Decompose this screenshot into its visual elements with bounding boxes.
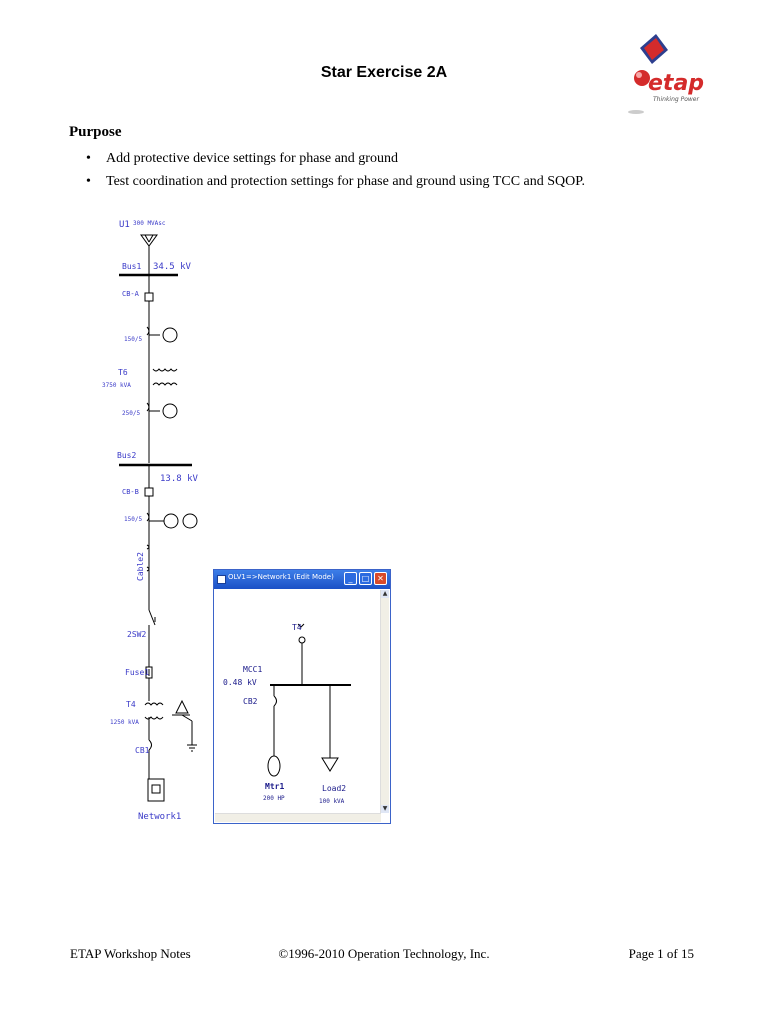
- maximize-button[interactable]: □: [359, 572, 372, 585]
- close-button[interactable]: ✕: [374, 572, 387, 585]
- utility-rating: 300 MVAsc: [133, 220, 166, 227]
- t4-label: T4: [126, 700, 136, 709]
- purpose-bullet: • Test coordination and protection settings for phase and ground using TCC and SQOP.: [86, 173, 585, 196]
- window-title: OLV1=>Network1 (Edit Mode): [228, 573, 334, 581]
- window-canvas[interactable]: [215, 590, 382, 815]
- footer-left: ETAP Workshop Notes: [70, 946, 191, 961]
- ct3-label: 150/5: [124, 516, 143, 523]
- bus1-label: Bus1: [122, 262, 142, 271]
- load-symbol: [322, 758, 338, 771]
- network-symbol: [148, 779, 164, 801]
- cb-a-label: CB-A: [122, 290, 139, 298]
- window-icon: [217, 575, 226, 584]
- win-t4-label: T4: [292, 623, 302, 632]
- cb-b-label: CB-B: [122, 488, 139, 496]
- ct2-label: 250/5: [122, 410, 141, 417]
- t4-symbol: [145, 717, 163, 719]
- network-label: Network1: [138, 812, 182, 822]
- fuse-label: Fuse1: [125, 668, 150, 677]
- scroll-up-arrow[interactable]: ▲: [382, 590, 388, 597]
- relay1-symbol: [163, 328, 177, 342]
- mcc1-label: MCC1: [243, 665, 263, 674]
- network-window[interactable]: [213, 569, 391, 824]
- motor-symbol: [268, 756, 280, 776]
- bus1-voltage: 34.5 kV: [153, 262, 191, 272]
- t4-rating: 1250 kVA: [110, 719, 139, 726]
- page-number: Page 1 of 15: [628, 946, 694, 961]
- t6-rating: 3750 kVA: [102, 382, 131, 389]
- cb1-label: CB1: [135, 746, 150, 755]
- mcc1-voltage: 0.48 kV: [223, 678, 257, 687]
- cb-b-symbol: [145, 488, 153, 496]
- t4-node: [299, 637, 305, 643]
- cb2-label: CB2: [243, 697, 258, 706]
- t6-symbol: [153, 383, 177, 385]
- logo-wordmark: etap: [648, 71, 705, 96]
- window-titlebar[interactable]: [214, 570, 390, 589]
- load-rating: 100 kVA: [319, 798, 345, 805]
- vertical-scrollbar[interactable]: [380, 590, 389, 813]
- etap-logo: [620, 30, 712, 122]
- page-title: Star Exercise 2A: [320, 64, 448, 81]
- load-label: Load2: [322, 784, 347, 793]
- t6-label: T6: [118, 368, 128, 377]
- motor-label: Mtr1: [265, 782, 285, 791]
- horizontal-scrollbar[interactable]: [215, 813, 381, 822]
- minimize-button[interactable]: _: [344, 572, 357, 585]
- one-line-diagram: [100, 205, 220, 845]
- logo-tagline: Thinking Power: [653, 96, 699, 103]
- cable-label: Cable2: [136, 552, 145, 581]
- bus2-label: Bus2: [117, 451, 137, 460]
- ct1-label: 150/5: [124, 336, 143, 343]
- bus2-voltage: 13.8 kV: [160, 474, 198, 484]
- purpose-bullet: • Add protective device settings for phase and ground: [86, 150, 585, 173]
- relay2-symbol: [163, 404, 177, 418]
- utility-label: U1: [119, 220, 130, 230]
- motor-rating: 200 HP: [263, 795, 285, 802]
- switch-symbol: [149, 610, 155, 625]
- scroll-down-arrow[interactable]: ▼: [382, 805, 388, 812]
- cb-a-symbol: [145, 293, 153, 301]
- footer-copyright: ©1996-2010 Operation Technology, Inc.: [278, 946, 490, 961]
- utility-symbol: [141, 235, 157, 246]
- switch-label: 2SW2: [127, 630, 147, 639]
- relay3-symbol: [183, 514, 197, 528]
- purpose-list: [86, 150, 585, 196]
- purpose-heading: Purpose: [69, 124, 122, 140]
